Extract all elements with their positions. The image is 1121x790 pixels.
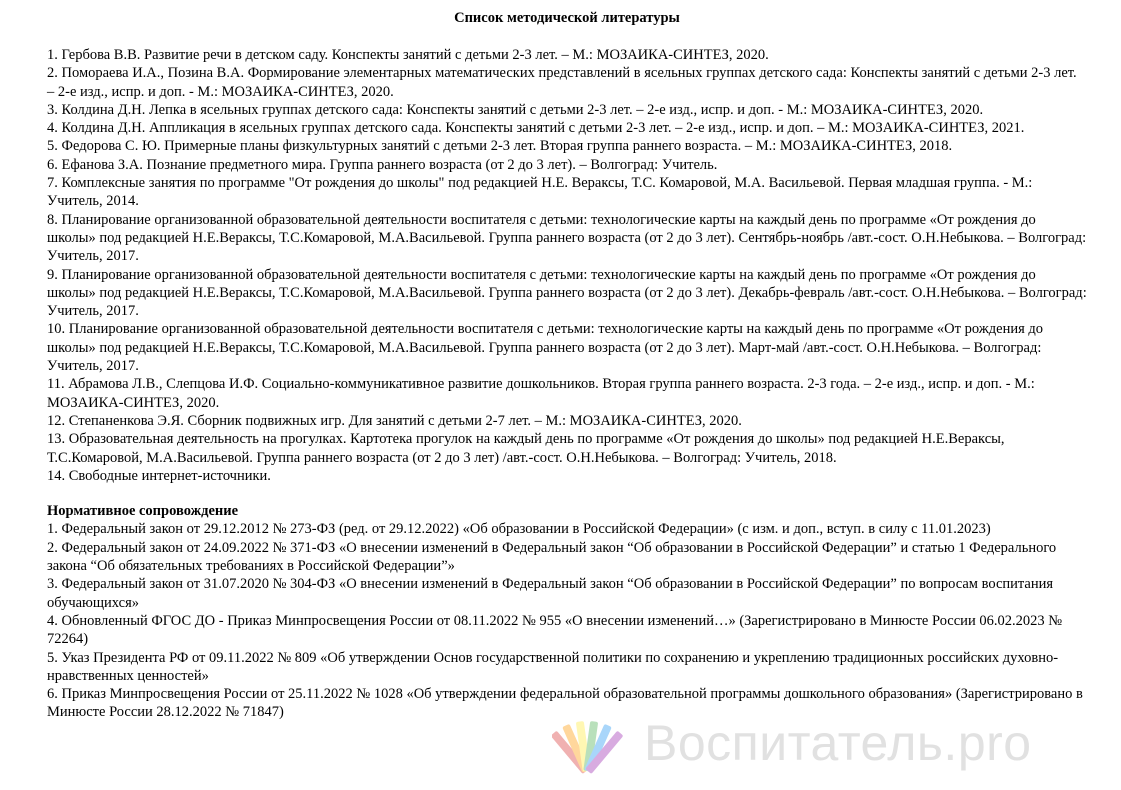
literature-item: 12. Степаненкова Э.Я. Сборник подвижных игр. Для занятий с детьми 2-7 лет. – М.: МОЗАИКА-СИНТЕЗ, 2020.	[47, 412, 742, 429]
literature-item: 11. Абрамова Л.В., Слепцова И.Ф. Социально-коммуникативное развитие дошкольников. Вторая группа раннего возраста. 2-3 года. – 2-е изд., испр. и доп. - М.: МОЗАИКА-СИНТЕЗ, 2020.	[47, 376, 1035, 411]
literature-item: 6. Ефанова З.А. Познание предметного мира. Группа раннего возраста (от 2 до 3 лет). – Волгоград: Учитель.	[47, 156, 718, 173]
pencil-shape	[552, 731, 589, 774]
literature-item: 1. Гербова В.В. Развитие речи в детском саду. Конспекты занятий с детьми 2-3 лет. – М.: МОЗАИКА-СИНТЕЗ, 2020.	[47, 47, 769, 63]
literature-item: 7. Комплексные занятия по программе "От рождения до школы" под редакцией Н.Е. Вераксы, Т.С. Комаровой, М.А. Васильевой. Первая младшая группа. - М.: Учитель, 2014.	[47, 175, 1033, 210]
normative-item: 6. Приказ Минпросвещения России от 25.11.2022 № 1028 «Об утверждении федеральной образовательной программы дошкольного образования» (Зарегистрировано в Минюсте России 28.12.2022 № 71847)	[47, 686, 1083, 721]
normative-list	[47, 520, 1087, 721]
page-title: Список методической литературы	[454, 10, 680, 26]
literature-list	[47, 46, 1087, 485]
literature-item: 5. Федорова С. Ю. Примерные планы физкультурных занятий с детьми 2-3 лет. Вторая группа раннего возраста. – М.: МОЗАИКА-СИНТЕЗ, 2018.	[47, 138, 953, 155]
pencil-shape	[585, 731, 623, 774]
literature-item: 9. Планирование организованной образовательной деятельности воспитателя с детьми: технологические карты на каждый день по программе «От рождения до школы» под редакцией Н.Е.Вераксы, Т.С.Комаровой, М.А.Васильевой. Группа раннего возраста (от 2 до 3 лет). Декабрь-февраль /авт.-сост. О.Н.Небыкова. – Волгоград: Учитель, 2017.	[47, 266, 1087, 320]
normative-item: 3. Федеральный закон от 31.07.2020 № 304-ФЗ «О внесении изменений в Федеральный закон “Об образовании в Российской Федерации” по вопросам воспитания обучающихся»	[47, 576, 1054, 611]
literature-item: 4. Колдина Д.Н. Аппликация в ясельных группах детского сада. Конспекты занятий с детьми 2-3 лет. – 2-е изд., испр. и доп. – М.: МОЗАИКА-СИНТЕЗ, 2021.	[47, 120, 1025, 137]
normative-item: 4. Обновленный ФГОС ДО - Приказ Минпросвещения России от 08.11.2022 № 955 «О внесении изменений…» (Зарегистрировано в Минюсте России 06.02.2023 № 72264)	[47, 612, 1063, 648]
document-page	[47, 0, 1087, 722]
literature-item: 14. Свободные интернет-источники.	[47, 467, 271, 484]
pencil-shape	[584, 724, 612, 773]
colored-pencils-icon	[552, 715, 624, 779]
watermark	[552, 711, 1092, 783]
pencil-shape	[562, 724, 590, 773]
watermark-text: Воспитатель.pro	[644, 715, 1032, 771]
literature-item: 3. Колдина Д.Н. Лепка в ясельных группах детского сада: Конспекты занятий с детьми 2-3 лет. – 2-е изд., испр. и доп. - М.: МОЗАИКА-СИНТЕЗ, 2020.	[47, 101, 984, 118]
normative-item: 2. Федеральный закон от 24.09.2022 № 371-ФЗ «О внесении изменений в Федеральный закон “Об образовании в Российской Федерации” и статью 1 Федерального закона “Об обязательных требованиях в Российской Федерации”»	[47, 539, 1057, 575]
pencil-shape	[576, 721, 591, 772]
normative-item: 5. Указ Президента РФ от 09.11.2022 № 809 «Об утверждении Основ государственной политики по сохранению и укреплению традиционных российских духовно-нравственных ценностей»	[47, 649, 1059, 684]
pencil-shape	[583, 721, 598, 772]
literature-item: 10. Планирование организованной образовательной деятельности воспитателя с детьми: технологические карты на каждый день по программе «От рождения до школы» под редакцией Н.Е.Вераксы, Т.С.Комаровой, М.А.Васильевой. Группа раннего возраста (от 2 до 3 лет). Март-май /авт.-сост. О.Н.Небыкова. – Волгоград: Учитель, 2017.	[47, 321, 1044, 375]
literature-item: 2. Помораева И.А., Позина В.А. Формирование элементарных математических представлений в ясельных группах детского сада: Конспекты занятий с детьми 2-3 лет. – 2-е изд., испр. и доп. - М.: МОЗАИКА-СИНТЕЗ, 2020.	[47, 65, 1077, 100]
literature-item: 8. Планирование организованной образовательной деятельности воспитателя с детьми: технологические карты на каждый день по программе «От рождения до школы» под редакцией Н.Е.Вераксы, Т.С.Комаровой, М.А.Васильевой. Группа раннего возраста (от 2 до 3 лет). Сентябрь-ноябрь /авт.-сост. О.Н.Небыкова. – Волгоград: Учитель, 2017.	[47, 211, 1087, 265]
normative-item: 1. Федеральный закон от 29.12.2012 № 273-ФЗ (ред. от 29.12.2022) «Об образовании в Российской Федерации» (с изм. и доп., вступ. в силу с 11.01.2023)	[47, 521, 991, 538]
literature-item: 13. Образовательная деятельность на прогулках. Картотека прогулок на каждый день по программе «От рождения до школы» под редакцией Н.Е.Вераксы, Т.С.Комаровой, М.А.Васильевой. Группа раннего возраста (от 2 до 3 лет) /авт.-сост. О.Н.Небыкова. – Волгоград: Учитель, 2018.	[47, 431, 1005, 466]
normative-heading: Нормативное сопровождение	[47, 503, 239, 520]
